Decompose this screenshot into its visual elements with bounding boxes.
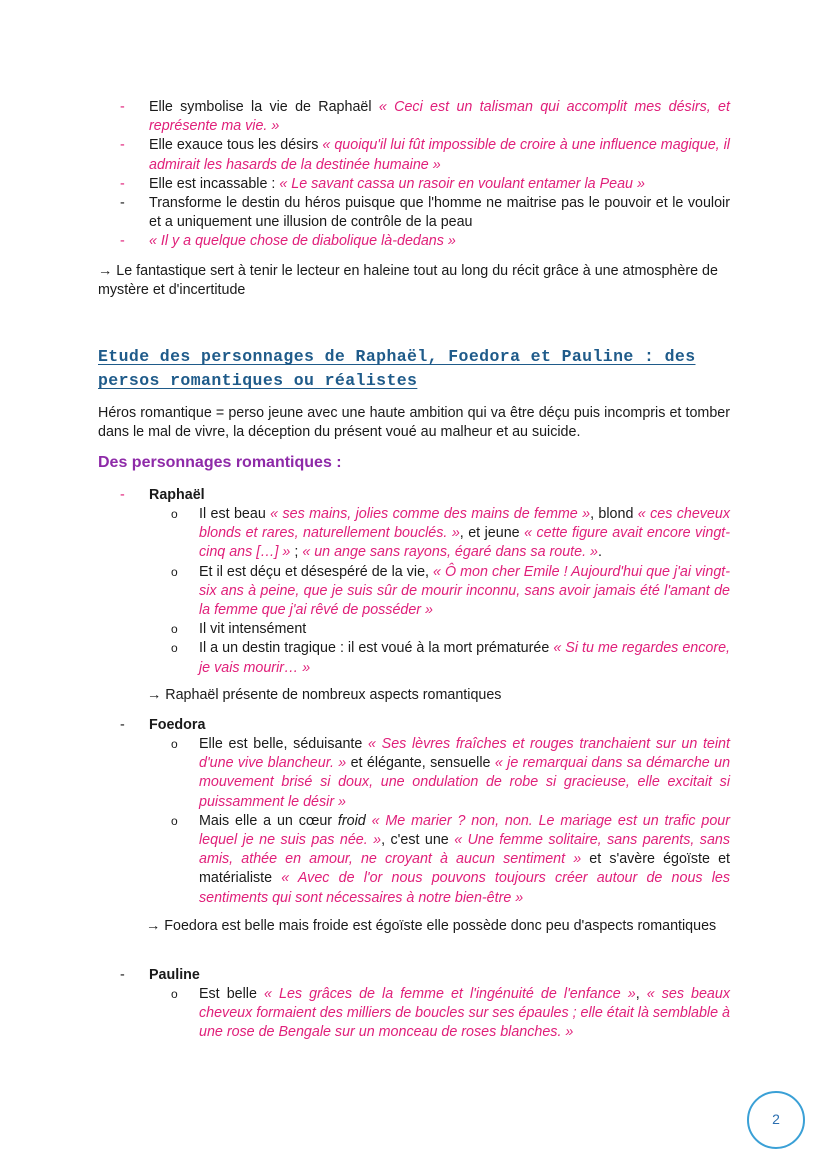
item-text: Elle symbolise la vie de Raphaël bbox=[149, 99, 379, 115]
item-text: et élégante, sensuelle bbox=[346, 755, 495, 772]
item-text: Elle est belle, séduisante bbox=[199, 736, 369, 752]
list-item bbox=[171, 620, 730, 639]
list-item bbox=[120, 232, 730, 251]
item-text: Elle est incassable : bbox=[149, 175, 280, 192]
quote: « ses mains, jolies comme des mains de femme » bbox=[270, 506, 591, 522]
character-foedora bbox=[120, 716, 730, 735]
quote: « Me marier ? non, non. Le mariage est un trafic pour lequel je ne suis pas née. » bbox=[199, 812, 730, 849]
list-item bbox=[120, 175, 730, 194]
item-text: Transforme le destin du héros puisque que l'homme ne maitrise pas le pouvoir et le vouloir et a uniquement une illusion de contrôle de la peau bbox=[149, 195, 730, 231]
foedora-conclusion: → Foedora est belle mais froide est égoïste elle possède donc peu d'aspects romantiques bbox=[146, 918, 717, 934]
circle-bullet: o bbox=[171, 641, 178, 656]
quote: « quoiqu'il lui fût impossible de croire à une influence magique, il admirait les hasards de la destinée humaine » bbox=[149, 137, 730, 173]
character-pauline bbox=[120, 966, 730, 985]
quote: « un ange sans rayons, égaré dans sa route. » bbox=[302, 544, 598, 561]
dash-marker: - bbox=[120, 195, 125, 212]
dash-marker: - bbox=[120, 137, 125, 154]
subheading-romantic-characters: Des personnages romantiques : bbox=[98, 454, 342, 471]
item-text: Il est beau bbox=[199, 506, 271, 522]
item-text: Mais elle a un cœur bbox=[199, 812, 338, 829]
raphael-conclusion: → Raphaël présente de nombreux aspects romantiques bbox=[147, 687, 502, 703]
quote: « cette figure avait encore vingt-cinq ans […] » bbox=[199, 525, 731, 561]
circle-bullet: o bbox=[171, 622, 178, 637]
item-text: . bbox=[597, 544, 602, 561]
quote: « Avec de l'or nous pouvons toujours créer autour de nous les sentiments qui sont nécessaires à notre bien-être » bbox=[199, 870, 731, 906]
list-item bbox=[171, 985, 730, 1043]
dash-marker: - bbox=[120, 487, 125, 503]
item-text: Elle exauce tous les désirs bbox=[149, 137, 323, 154]
item-text: Et il est déçu et désespéré de la vie, bbox=[199, 563, 434, 580]
list-item bbox=[120, 136, 730, 174]
circle-bullet: o bbox=[171, 507, 178, 521]
quote: « Les grâces de la femme et l'ingénuité de l'enfance » bbox=[263, 986, 636, 1002]
pauline-traits bbox=[171, 985, 730, 1043]
character-raphael bbox=[120, 486, 730, 505]
raphael-traits bbox=[171, 505, 730, 678]
quote: « Il y a quelque chose de diabolique là-dedans » bbox=[149, 233, 456, 250]
quote: « Le savant cassa un rasoir en voulant entamer la Peau » bbox=[279, 175, 645, 192]
item-text: , c'est une bbox=[381, 832, 455, 849]
item-text: , bbox=[635, 986, 647, 1002]
section-title: Etude des personnages de Raphaël, Foedora et Pauline : des persos romantiques ou réalistes bbox=[98, 347, 696, 390]
circle-bullet: o bbox=[171, 737, 178, 751]
item-text: ; bbox=[290, 544, 303, 561]
list-item bbox=[171, 812, 730, 908]
dash-marker: - bbox=[120, 233, 125, 250]
list-item bbox=[171, 639, 730, 677]
list-item bbox=[120, 194, 730, 232]
list-item bbox=[171, 735, 730, 812]
page-number: 2 bbox=[747, 1091, 805, 1149]
dash-marker: - bbox=[120, 99, 125, 115]
quote: « Ô mon cher Emile ! Aujourd'hui que j'ai vingt-six ans à peine, que je suis sûr de mourir inconnu, sans avoir jamais été l'amant de la femme que j'ai rêvé de posséder » bbox=[199, 563, 730, 619]
quote: « Ceci est un talisman qui accomplit mes désirs, et représente ma vie. » bbox=[149, 99, 730, 135]
item-text: Est belle bbox=[199, 986, 264, 1002]
quote: « je remarquai dans sa démarche un mouvement brisé si doux, une ondulation de robe si gracieuse, elle excitait si puissamment le désir » bbox=[199, 755, 731, 810]
item-text: Il a un destin tragique : il est voué à la mort prématurée bbox=[199, 640, 554, 657]
circle-bullet: o bbox=[171, 987, 178, 1001]
fantastique-conclusion: → Le fantastique sert à tenir le lecteur en haleine tout au long du récit grâce à une atmosphère de mystère et d'incertitude bbox=[98, 263, 718, 299]
character-name: Foedora bbox=[149, 717, 206, 733]
quote: « Une femme solitaire, sans parents, sans amis, athée en amour, ne croyant à aucun sentiment » bbox=[199, 832, 731, 868]
foedora-traits bbox=[171, 735, 730, 908]
quote: « Ses lèvres fraîches et rouges tranchaient sur un teint d'une vive blancheur. » bbox=[199, 736, 730, 772]
item-text-italic: froid bbox=[337, 812, 366, 829]
list-item bbox=[120, 98, 730, 136]
romantic-hero-definition: Héros romantique = perso jeune avec une haute ambition qui va être déçu puis incompris et tomber dans le mal de vivre, la déception du présent voué au malheur et au suicide. bbox=[98, 405, 730, 441]
character-name: Pauline bbox=[149, 967, 200, 983]
list-item bbox=[171, 563, 730, 621]
item-text: , et jeune bbox=[459, 525, 525, 542]
character-name: Raphaël bbox=[149, 487, 205, 503]
item-text: et s'avère égoïste et matérialiste bbox=[199, 851, 730, 887]
circle-bullet: o bbox=[171, 564, 178, 579]
item-text: Il vit intensément bbox=[199, 621, 307, 638]
quote: « ses beaux cheveux formaient des milliers de boucles sur ses épaules ; elle était là semblable à une rose de Bengale sur un monceau de roses blanches. » bbox=[199, 986, 730, 1041]
dash-marker: - bbox=[120, 175, 125, 192]
dash-marker: - bbox=[120, 967, 125, 983]
quote: « ces cheveux blonds et rares, naturellement bouclés. » bbox=[199, 506, 730, 542]
talisman-list bbox=[120, 98, 730, 252]
dash-marker: - bbox=[120, 717, 125, 733]
circle-bullet: o bbox=[171, 813, 178, 828]
list-item bbox=[171, 505, 730, 563]
item-text: , blond bbox=[590, 506, 638, 522]
quote: « Si tu me regardes encore, je vais mourir… » bbox=[199, 640, 731, 676]
